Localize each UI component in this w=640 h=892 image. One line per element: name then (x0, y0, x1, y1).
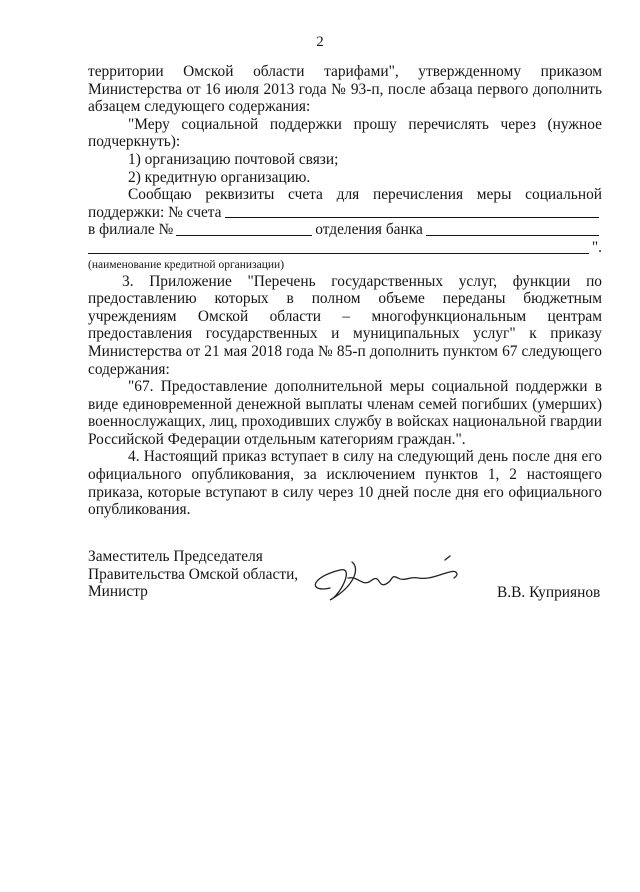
item-4: 4. Настоящий приказ вступает в силу на следующий день после дня его официального опубликования, за исключением пунктов 1, 2 настоящего приказа, которые вступают в силу через 10 дней после дня его официального опубликования. (88, 448, 602, 519)
bank-name-row (88, 239, 602, 257)
branch-label: в филиале № (88, 221, 174, 239)
signer-title-line2: Правительства Омской области, (88, 565, 299, 583)
paragraph-continuation: Министерства от 16 июля 2013 года № 93-п, после абзаца первого дополнить абзацем следующего содержания: (88, 80, 602, 116)
branch-blank-line (176, 222, 312, 236)
branch-office-blank-line (426, 222, 599, 236)
bank-caption: (наименование кредитной организации) (88, 258, 285, 271)
item-3: 3. Приложение "Перечень государственных услуг, функции по предоставлению которых в полном объеме переданы бюджетным учреждениям Омской области – многофункциональным центрам предоставления государственных и муниципальных услуг" к приказу Министерства от 21 мая 2018 года № 85-п дополнить пунктом 67 следующего содержания: (88, 272, 602, 378)
branch-office-label: отделения банка (315, 221, 423, 239)
page-number: 2 (316, 34, 324, 50)
account-label: поддержки: № счета (88, 203, 222, 221)
signer-title-line3: Министр (88, 583, 148, 601)
option-bank: 2) кредитную организацию. (128, 168, 311, 186)
bank-name-blank-line (88, 240, 589, 254)
end-quote: ". (591, 238, 602, 256)
signature-block (88, 548, 298, 601)
branch-row (88, 221, 602, 239)
item-67: "67. Предоставление дополнительной меры социальной поддержки в виде единовременной денежной выплаты членам семей погибших (умерших) военнослужащих, лиц, проходивших службу в войсках национальной гвардии Российской Федерации отдельным категориям граждан.". (88, 378, 602, 448)
option-postal: 1) организацию почтовой связи; (128, 150, 339, 168)
account-blank-line (225, 204, 599, 218)
signer-name: В.В. Куприянов (497, 584, 601, 601)
account-number-row (88, 204, 602, 222)
signer-title-line1: Заместитель Председателя (88, 548, 263, 565)
quote-paragraph: "Меру социальной поддержки прошу перечислять через (нужное подчеркнуть): (88, 115, 602, 151)
document-body (88, 63, 602, 519)
paragraph-continuation-line1: территории Омской области тарифами", утвержденному приказом (88, 63, 602, 80)
requisites-line: Сообщаю реквизиты счета для перечисления меры социальной (128, 186, 602, 204)
handwritten-signature (300, 548, 470, 608)
